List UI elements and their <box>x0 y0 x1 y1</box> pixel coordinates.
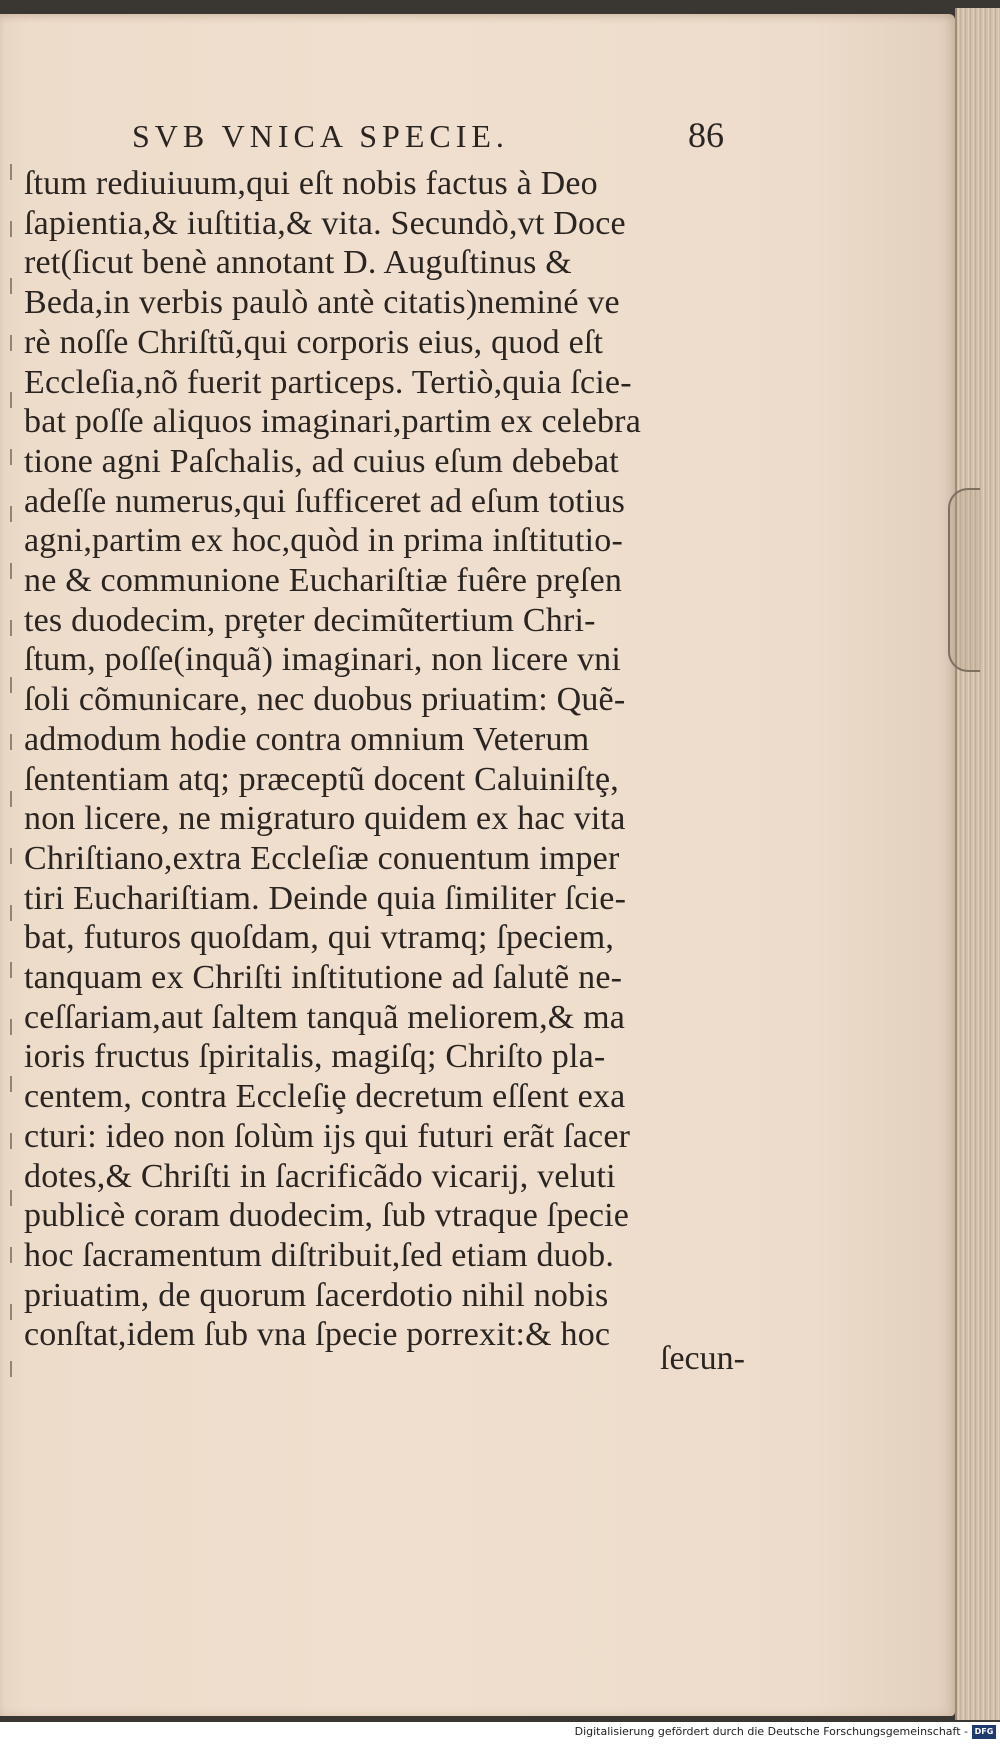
text-line: bat, futuros quoſdam, qui vtramq; ſpeciem, <box>24 919 615 957</box>
stitch-mark <box>10 221 12 237</box>
text-line: ſoli cõmunicare, nec duobus priuatim: Quẽ- <box>24 681 626 719</box>
text-line: priuatim, de quorum ſacerdotio nihil nobis <box>24 1276 609 1314</box>
text-line: admodum hodie contra omnium Veterum <box>24 720 590 758</box>
page-edges <box>955 8 1000 1720</box>
ribbon-marker <box>948 488 980 672</box>
funding-credit: Digitalisierung gefördert durch die Deutsche Forschungsgemeinschaft - <box>574 1725 968 1738</box>
dfg-logo: DFG <box>972 1725 996 1739</box>
stitch-mark <box>10 620 12 636</box>
text-line: tiri Euchariſtiam. Deinde quia ſimiliter ſcie- <box>24 879 627 917</box>
stitch-mark <box>10 734 12 750</box>
text-line: ret(ſicut benè annotant D. Auguſtinus & <box>24 244 572 282</box>
text-line: publicè coram duodecim, ſub vtraque ſpecie <box>24 1197 630 1235</box>
text-line: ſententiam atq; præceptũ docent Caluiniſtȩ, <box>24 760 619 798</box>
text-block <box>24 114 764 1355</box>
text-line: tes duodecim, prȩter decimũtertium Chri- <box>24 601 596 639</box>
text-line: Chriſtiano,extra Eccleſiæ conuentum imper <box>24 839 620 877</box>
text-line: ſapientia,& iuſtitia,& vita. Secundò,vt Doce <box>24 204 626 242</box>
stitch-mark <box>10 563 12 579</box>
stitch-mark <box>10 1361 12 1377</box>
text-line: bat poſſe aliquos imaginari,partim ex celebra <box>24 403 641 441</box>
stitch-mark <box>10 791 12 807</box>
page-number: 86 <box>688 115 724 155</box>
stitch-mark <box>10 905 12 921</box>
text-line: tanquam ex Chriſti inſtitutione ad ſalutẽ ne- <box>24 959 623 997</box>
stitch-mark <box>10 1019 12 1035</box>
text-line: adeſſe numerus,qui ſufficeret ad eſum totius <box>24 482 626 520</box>
stitch-mark <box>10 1076 12 1092</box>
stitch-mark <box>10 1133 12 1149</box>
paper-page <box>0 14 955 1716</box>
text-line: rè noſſe Chriſtũ,qui corporis eius, quod eſt <box>24 323 604 361</box>
stitch-mark <box>10 962 12 978</box>
stitch-mark <box>10 1190 12 1206</box>
stitch-mark <box>10 506 12 522</box>
text-line: ne & communione Euchariſtiæ fuêre prȩſen <box>24 562 623 600</box>
running-head-title: SVB VNICA SPECIE. <box>132 118 509 154</box>
text-line: ſtum rediuiuum,qui eſt nobis factus à Deo <box>24 165 598 202</box>
text-line: hoc ſacramentum diſtribuit,ſed etiam duob. <box>24 1236 615 1274</box>
stitch-mark <box>10 449 12 465</box>
running-head <box>24 114 764 162</box>
text-line: Eccleſia,nõ fuerit particeps. Tertiò,quia ſcie- <box>24 363 632 401</box>
stitch-mark <box>10 278 12 294</box>
body-text <box>24 164 764 1355</box>
binding-stitch-marks <box>8 164 14 1174</box>
text-line: cturi: ideo non ſolùm ijs qui futuri erãt ſacer <box>24 1117 631 1155</box>
text-line: ioris fructus ſpiritalis, magiſq; Chriſto pla- <box>24 1038 606 1076</box>
stitch-mark <box>10 392 12 408</box>
stitch-mark <box>10 677 12 693</box>
stitch-mark <box>10 1304 12 1320</box>
text-line: centem, contra Eccleſiȩ decretum eſſent exa <box>24 1078 626 1116</box>
digitization-footer <box>0 1722 1000 1744</box>
text-line: tione agni Paſchalis, ad cuius eſum debebat <box>24 442 619 480</box>
stitch-mark <box>10 1247 12 1263</box>
text-line: dotes,& Chriſti in ſacrificãdo vicarij, veluti <box>24 1157 616 1195</box>
text-line: Beda,in verbis paulò antè citatis)neminé ve <box>24 284 620 322</box>
stitch-mark <box>10 848 12 864</box>
text-line: non licere, ne migraturo quidem ex hac vita <box>24 800 626 838</box>
text-line: ſtum, poſſe(inquã) imaginari, non licere vni <box>24 641 622 679</box>
text-line: agni,partim ex hoc,quòd in prima inſtitutio- <box>24 522 623 560</box>
text-line: ceſſariam,aut ſaltem tanquã meliorem,& ma <box>24 998 626 1036</box>
catchword: ſecun- <box>660 1340 745 1377</box>
text-line: conſtat,idem ſub vna ſpecie porrexit:& hoc <box>24 1316 611 1354</box>
stitch-mark <box>10 164 12 180</box>
stitch-mark <box>10 335 12 351</box>
